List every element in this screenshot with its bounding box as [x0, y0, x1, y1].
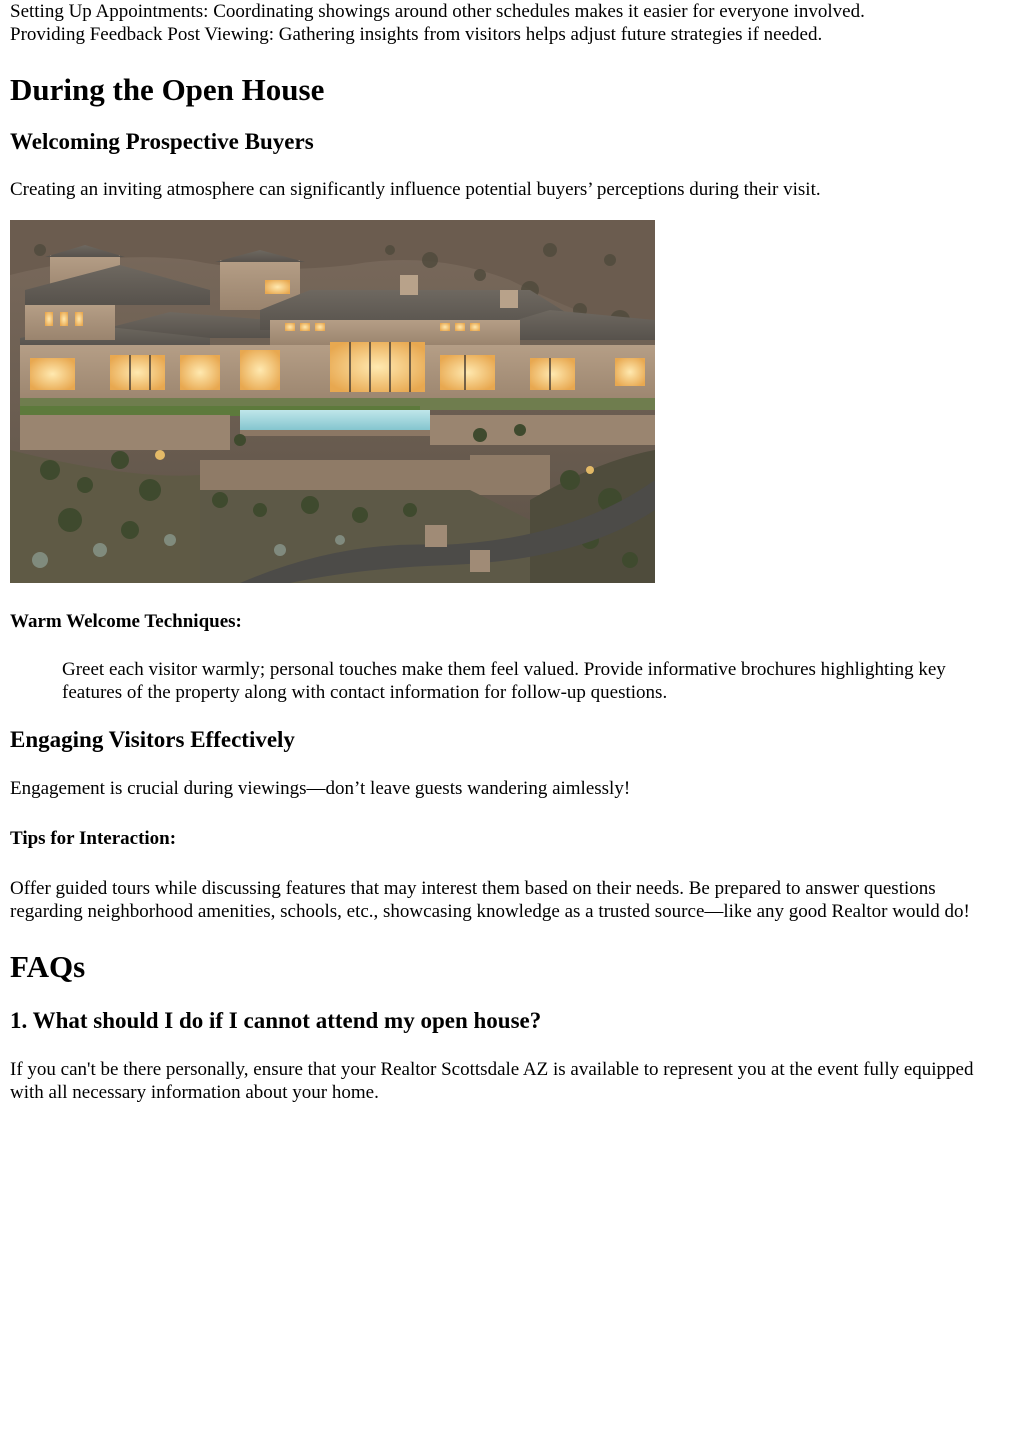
paragraph-guided-tours: Offer guided tours while discussing features that may interest them based on their needs. Be prepared to answer questions regarding neighborhood amenities, schools, etc., showcasing knowledge as a trusted source—like any good Realtor would do!: [10, 878, 970, 922]
paragraph-inviting-atmosphere: Creating an inviting atmosphere can significantly influence potential buyers’ perceptions during their visit.: [10, 179, 821, 200]
house-photo: [10, 220, 655, 583]
section-heading-during-open-house: During the Open House: [10, 72, 325, 107]
faq-answer: If you can't be there personally, ensure that your Realtor Scottsdale AZ is available to represent you at the event fully equipped with all necessary information about your home.: [10, 1059, 974, 1103]
house-photo-container: [10, 220, 1000, 583]
subheading-tips-for-interaction: Tips for Interaction:: [10, 828, 177, 849]
blockquote-greet-visitors: Greet each visitor warmly; personal touches make them feel valued. Provide informative brochures highlighting key features of the property along with contact information for follow-up questions.: [62, 659, 946, 703]
subheading-welcoming-buyers: Welcoming Prospective Buyers: [10, 129, 314, 154]
intro-line-appointments: Setting Up Appointments: Coordinating showings around other schedules makes it easier for everyone involved.: [10, 1, 865, 22]
intro-list: [10, 0, 1000, 46]
faq-question: 1. What should I do if I cannot attend my open house?: [10, 1008, 542, 1033]
paragraph-engagement: Engagement is crucial during viewings—don’t leave guests wandering aimlessly!: [10, 778, 631, 799]
section-heading-faqs: FAQs: [10, 949, 86, 984]
intro-line-feedback: Providing Feedback Post Viewing: Gathering insights from visitors helps adjust future strategies if needed.: [10, 24, 823, 45]
article-content: [10, 0, 1000, 1104]
subheading-warm-welcome-techniques: Warm Welcome Techniques:: [10, 611, 242, 632]
subheading-engaging-visitors: Engaging Visitors Effectively: [10, 727, 295, 752]
